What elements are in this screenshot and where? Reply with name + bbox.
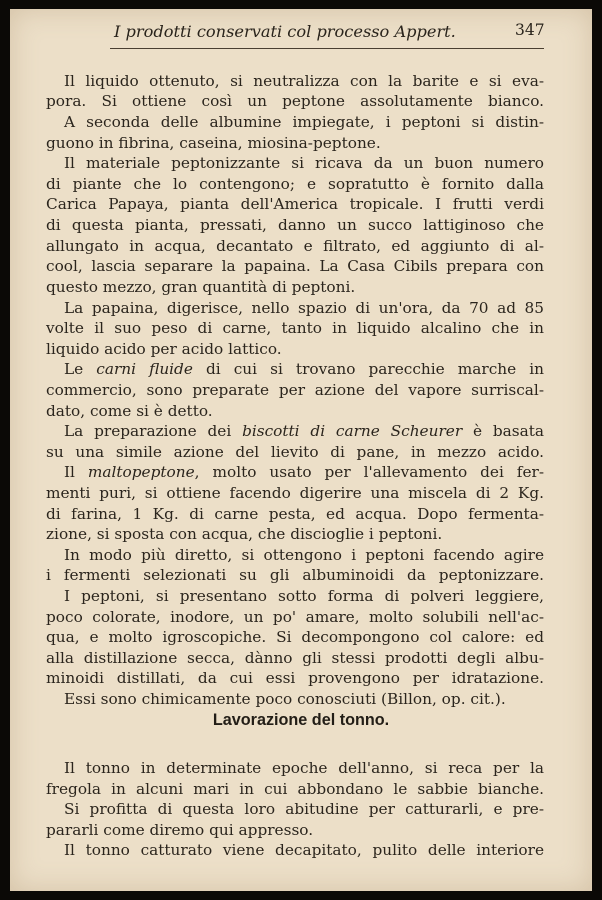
text-line: volte il suo peso di carne, tanto in liquido alcalino che in — [46, 319, 544, 337]
book-page — [10, 9, 592, 891]
text-line: pora. Si ottiene così un peptone assolutamente bianco. — [46, 92, 544, 110]
text-line: menti puri, si ottiene facendo digerire una miscela di 2 Kg. — [46, 484, 544, 502]
text-line: Essi sono chimicamente poco conosciuti (Billon, op. cit.). — [64, 690, 506, 708]
text-line: Il tonno in determinate epoche dell'anno, si reca per la — [64, 759, 544, 777]
running-title: I prodotti conservati col processo Appert. — [114, 22, 456, 41]
text-line: La papaina, digerisce, nello spazio di un'ora, da 70 ad 85 — [64, 299, 544, 317]
text-line: su una simile azione del lievito di pane, in mezzo acido. — [46, 443, 544, 461]
header-rule — [110, 48, 544, 49]
text-line: minoidi distillati, da cui essi provengono per idratazione. — [46, 669, 544, 687]
text-line: Si profitta di questa loro abitudine per catturarli, e pre- — [64, 800, 544, 818]
page-header — [10, 9, 592, 54]
text-line: pararli come diremo qui appresso. — [46, 821, 314, 839]
text-line: zione, si sposta con acqua, che discioglie i peptoni. — [46, 525, 443, 543]
text-line: qua, e molto igroscopiche. Si decompongono col calore: ed — [46, 628, 544, 646]
text-line: In modo più diretto, si ottengono i peptoni facendo agire — [64, 546, 544, 564]
text-line: Il maltopeptone, molto usato per l'allevamento dei fer- — [64, 463, 544, 481]
text-line: questo mezzo, gran quantità di peptoni. — [46, 278, 356, 296]
page-number: 347 — [515, 21, 545, 39]
text-line: liquido acido per acido lattico. — [46, 340, 282, 358]
text-line: I peptoni, si presentano sotto forma di polveri leggiere, — [64, 587, 544, 605]
text-line: allungato in acqua, decantato e filtrato, ed aggiunto di al- — [46, 237, 544, 255]
text-line: Le carni fluide di cui si trovano parecchie marche in — [64, 360, 544, 378]
text-line: alla distillazione secca, dànno gli stessi prodotti degli albu- — [46, 649, 544, 667]
text-line: guono in fibrina, caseina, miosina-peptone. — [46, 134, 381, 152]
text-line: Il tonno catturato viene decapitato, pulito delle interiore — [64, 841, 544, 859]
text-line: Il liquido ottenuto, si neutralizza con la barite e si eva- — [64, 72, 544, 90]
text-line: di piante che lo contengono; e sopratutto è fornito dalla — [46, 175, 544, 193]
text-line: Carica Papaya, pianta dell'America tropicale. I frutti verdi — [46, 195, 544, 213]
text-line: fregola in alcuni mari in cui abbondano le sabbie bianche. — [46, 780, 544, 798]
text-line: i fermenti selezionati su gli albuminoidi da peptonizzare. — [46, 566, 544, 584]
text-line: di questa pianta, pressati, danno un succo lattiginoso che — [46, 216, 544, 234]
text-line: poco colorate, inodore, un po' amare, molto solubili nell'ac- — [46, 608, 544, 626]
text-line: commercio, sono preparate per azione del vapore surriscal- — [46, 381, 544, 399]
text-line: dato, come si è detto. — [46, 402, 213, 420]
text-line: cool, lascia separare la papaina. La Casa Cibils prepara con — [46, 257, 544, 275]
text-line: A seconda delle albumine impiegate, i peptoni si distin- — [64, 113, 544, 131]
text-line: di farina, 1 Kg. di carne pesta, ed acqua. Dopo fermenta- — [46, 505, 544, 523]
text-line: Il materiale peptonizzante si ricava da un buon numero — [64, 154, 544, 172]
text-line: La preparazione dei biscotti di carne Scheurer è basata — [64, 422, 545, 440]
section-heading: Lavorazione del tonno. — [212, 711, 390, 729]
